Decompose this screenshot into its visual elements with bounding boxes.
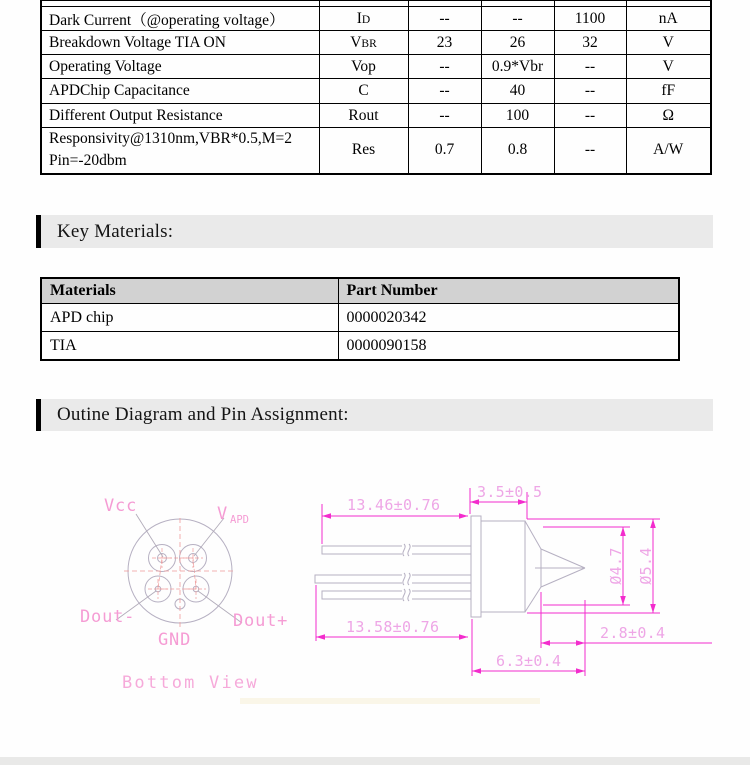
parameter-cell: Breakdown Voltage TIA ON: [41, 31, 319, 55]
pin-label-dout-plus: Dout+: [233, 611, 289, 631]
max-cell: 32: [554, 31, 626, 55]
bottom-view-caption: Bottom View: [122, 673, 259, 693]
max-cell: --: [554, 55, 626, 79]
max-cell: 1100: [554, 7, 626, 31]
section-title: Outine Diagram and Pin Assignment:: [57, 404, 349, 425]
unit-cell: V: [626, 55, 711, 79]
package-body: [471, 516, 585, 617]
parameter-cell: Dark Current（@operating voltage）: [41, 7, 319, 31]
symbol-cell: C: [319, 79, 408, 104]
min-cell: --: [408, 7, 481, 31]
unit-cell: V: [626, 31, 711, 55]
typ-cell: 26: [481, 31, 554, 55]
typ-cell: 0.8: [481, 128, 554, 174]
faint-highlight-mark: [240, 698, 540, 704]
symbol-cell: Vop: [319, 55, 408, 79]
min-cell: --: [408, 79, 481, 104]
center-lines: [124, 518, 236, 630]
table-row: [41, 79, 711, 104]
typ-cell: 40: [481, 79, 554, 104]
symbol-cell: ID: [319, 7, 408, 31]
pin-label-vapd: V: [217, 504, 229, 524]
material-cell: TIA: [41, 332, 338, 361]
parameter-cell: Operating Voltage: [41, 55, 319, 79]
pin-label-gnd: GND: [158, 630, 192, 650]
outline-diagram: [0, 440, 750, 740]
min-cell: --: [408, 104, 481, 128]
table-row: [41, 7, 711, 31]
pin-label-vcc: Vcc: [104, 496, 138, 516]
max-cell: --: [554, 128, 626, 174]
max-cell: --: [554, 79, 626, 104]
side-view-drawing: [315, 483, 712, 676]
unit-cell: fF: [626, 79, 711, 104]
bottom-view-drawing: [80, 496, 288, 693]
typ-cell: 100: [481, 104, 554, 128]
typ-cell: --: [481, 7, 554, 31]
page-bottom-strip: [0, 757, 750, 765]
symbol-cell: VBR: [319, 31, 408, 55]
table-row: [41, 104, 711, 128]
parameter-cell: APDChip Capacitance: [41, 79, 319, 104]
unit-cell: A/W: [626, 128, 711, 174]
max-cell: --: [554, 104, 626, 128]
materials-table: [40, 277, 680, 361]
table-row: [41, 332, 679, 361]
dim-lead-top: 13.46±0.76: [347, 496, 441, 514]
table-row: [41, 31, 711, 55]
symbol-cell: Res: [319, 128, 408, 174]
dim-dia-outer: Ø5.4: [637, 547, 655, 585]
part-number-cell: 0000020342: [338, 304, 679, 332]
table-header-row: [41, 278, 679, 304]
column-header-part-number: Part Number: [338, 278, 679, 304]
symbol-cell: Rout: [319, 104, 408, 128]
clipped-text-remnant: [49, 0, 319, 6]
part-number-cell: 0000090158: [338, 332, 679, 361]
dim-body-length: 6.3±0.4: [496, 652, 562, 670]
package-leads: [315, 544, 471, 601]
parameter-cell: Responsivity@1310nm,VBR*0.5,M=2 Pin=-20dbm: [41, 128, 319, 174]
pin-label-dout-minus: Dout-: [80, 607, 136, 627]
section-header-outline-diagram: [36, 399, 713, 431]
section-header-key-materials: [36, 215, 713, 248]
table-row: [41, 55, 711, 79]
spec-table: [40, 0, 712, 175]
dim-dia-inner: Ø4.7: [607, 547, 625, 585]
section-title: Key Materials:: [57, 220, 174, 242]
min-cell: 0.7: [408, 128, 481, 174]
pin-circles: [145, 545, 209, 610]
material-cell: APD chip: [41, 304, 338, 332]
pin-label-vapd-sub: APD: [230, 514, 249, 526]
typ-cell: 0.9*Vbr: [481, 55, 554, 79]
min-cell: 23: [408, 31, 481, 55]
unit-cell: nA: [626, 7, 711, 31]
table-row: [41, 128, 711, 174]
dim-lead-bottom: 13.58±0.76: [346, 618, 440, 636]
table-row: [41, 304, 679, 332]
parameter-cell: Different Output Resistance: [41, 104, 319, 128]
dim-cap-length: 3.5±0.5: [477, 483, 543, 501]
column-header-materials: Materials: [41, 278, 338, 304]
unit-cell: Ω: [626, 104, 711, 128]
dim-nose-length: 2.8±0.4: [600, 624, 666, 642]
min-cell: --: [408, 55, 481, 79]
